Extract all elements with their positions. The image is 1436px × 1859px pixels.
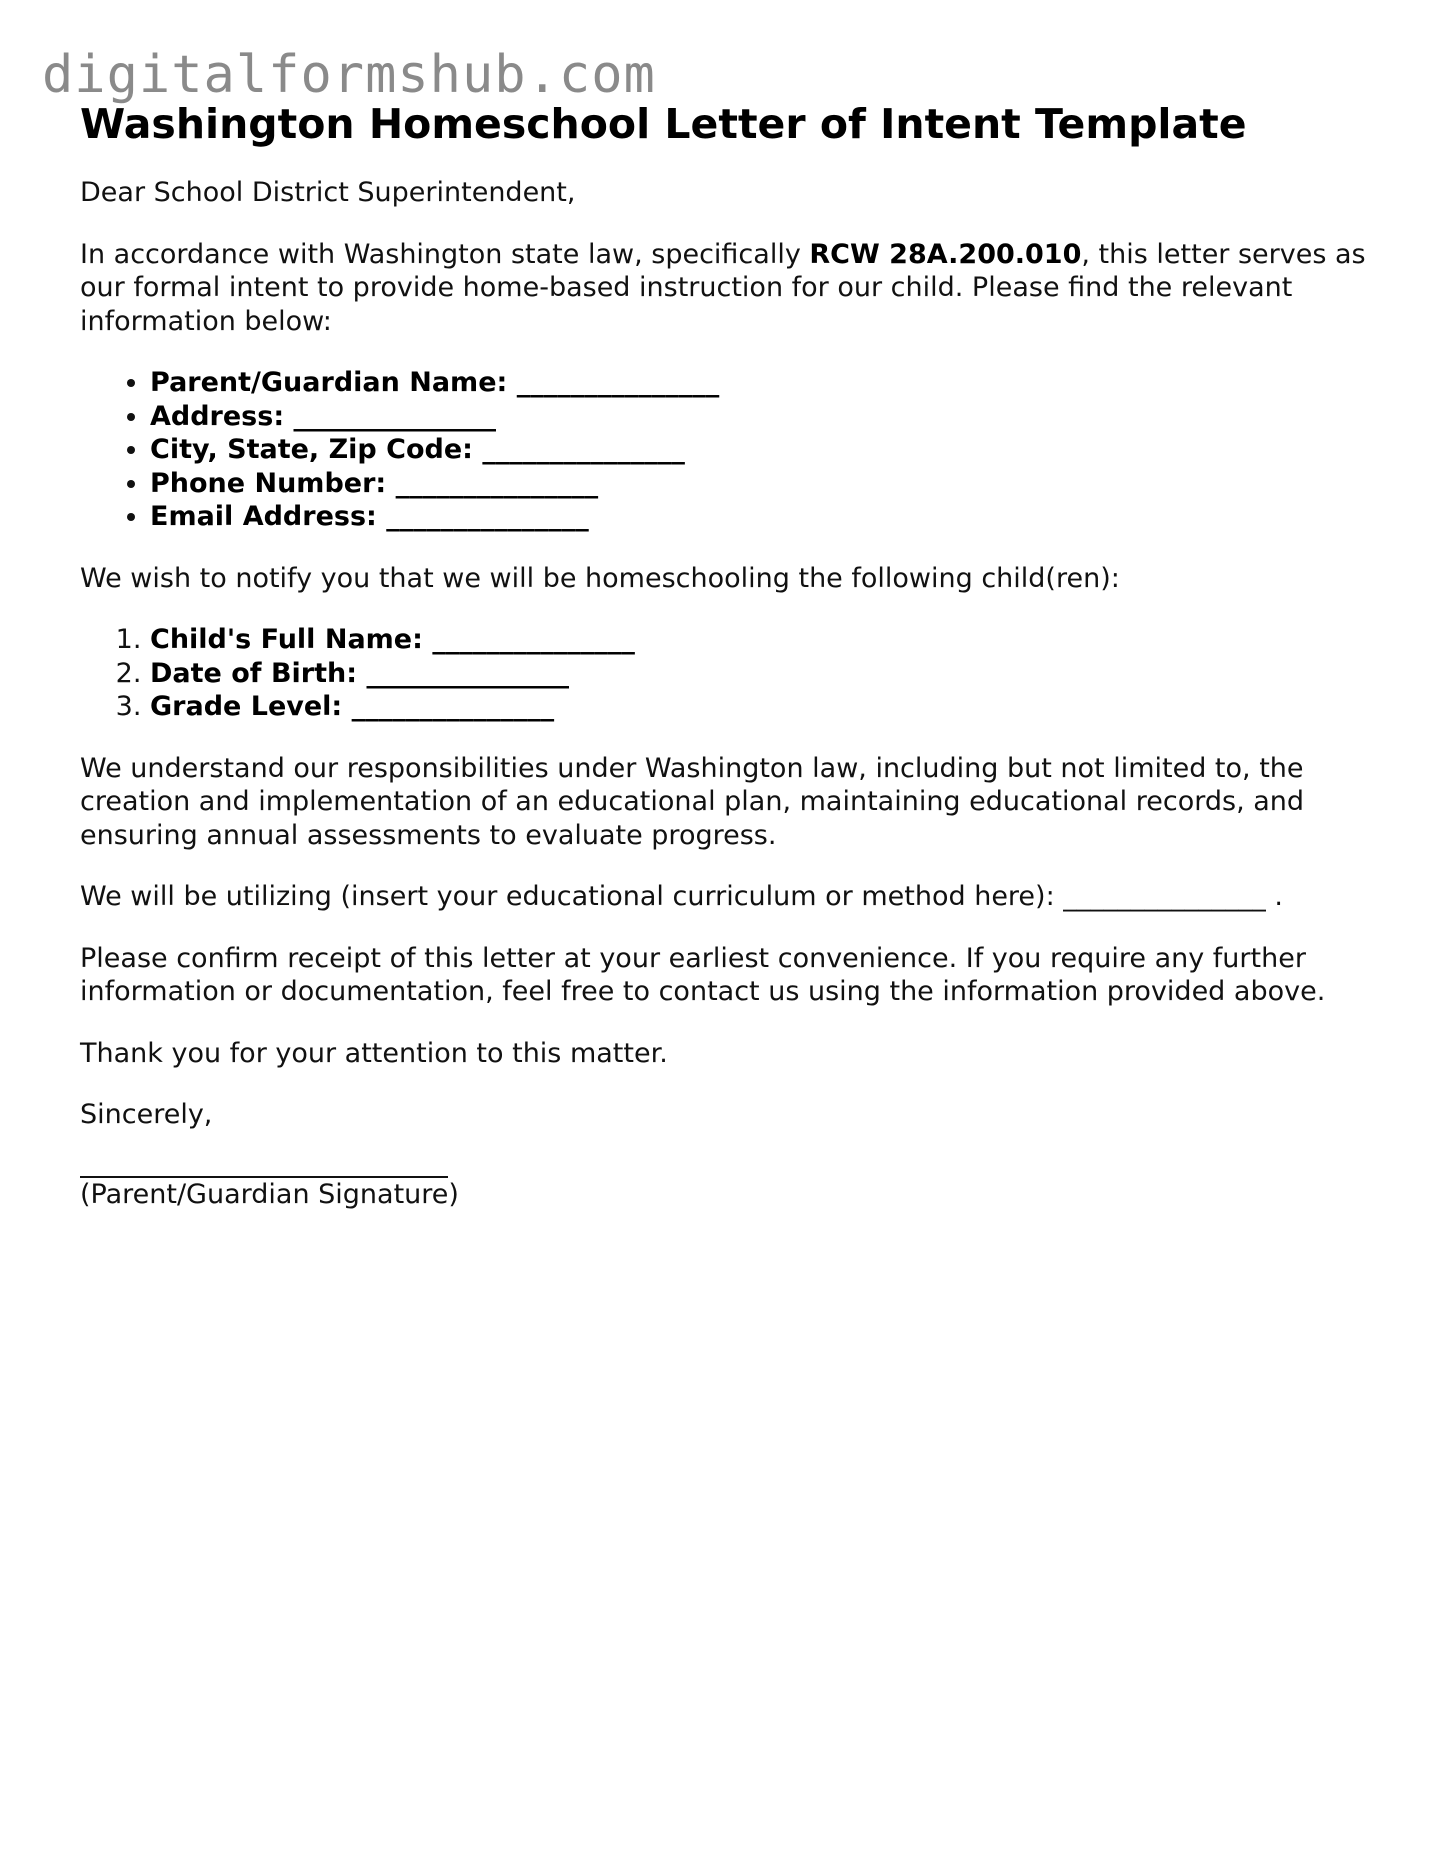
intro-before: In accordance with Washington state law, specifically (80, 238, 810, 270)
child-info-list (80, 623, 1370, 724)
list-item (150, 623, 1370, 657)
list-item (150, 433, 1370, 467)
field-label: Phone Number: (150, 467, 387, 499)
children-intro: We wish to notify you that we will be homeschooling the following child(ren): (80, 562, 1120, 594)
field-blank[interactable]: _______________ (432, 624, 635, 655)
parent-info-list (80, 366, 1370, 534)
list-item (150, 400, 1370, 434)
closing: Sincerely, (80, 1099, 213, 1130)
page-title: Washington Homeschool Letter of Intent Template (80, 100, 1247, 148)
field-label: Address: (150, 400, 285, 432)
field-blank[interactable]: _______________ (366, 657, 569, 689)
thanks-paragraph: Thank you for your attention to this matter. (80, 1037, 668, 1069)
field-blank[interactable]: _______________ (516, 367, 720, 398)
watermark: digitalformshub.com (42, 45, 656, 105)
list-item (150, 690, 1370, 724)
field-blank[interactable]: _______________ (482, 434, 685, 465)
field-blank[interactable]: _______________ (351, 691, 555, 722)
field-label: Grade Level: (150, 691, 343, 722)
signature-line[interactable] (80, 1146, 448, 1178)
field-label: City, State, Zip Code: (150, 434, 473, 465)
list-item (150, 657, 1370, 691)
field-blank[interactable]: _______________ (395, 467, 599, 499)
intro-paragraph (80, 238, 1370, 339)
responsibilities-paragraph: We understand our responsibilities under Washington law, including but not limited to, the creation and implementation of an educational plan, maintaining educational records, and ensuring annual assessments to evaluate progress. (80, 752, 1305, 851)
field-label: Email Address: (150, 501, 377, 532)
field-label: Date of Birth: (150, 657, 358, 689)
greeting: Dear School District Superintendent, (80, 177, 576, 208)
field-blank[interactable]: _______________ (293, 400, 497, 432)
field-label: Parent/Guardian Name: (150, 367, 508, 398)
field-blank[interactable]: _______________ (386, 501, 589, 532)
list-item (150, 366, 1370, 400)
curriculum-paragraph: We will be utilizing (insert your educational curriculum or method here): _______________ . (80, 881, 1283, 912)
list-item (150, 500, 1370, 534)
signature-label: (Parent/Guardian Signature) (80, 1178, 459, 1210)
law-reference: RCW 28A.200.010 (809, 238, 1082, 270)
intro-after: , this letter serves as our formal intent to provide home-based instruction for our child. Please find the relevant information below: (80, 238, 1366, 337)
letter-document (80, 98, 1370, 1211)
list-item (150, 467, 1370, 501)
field-label: Child's Full Name: (150, 624, 423, 655)
confirm-paragraph: Please confirm receipt of this letter at your earliest convenience. If you require any further information or documentation, feel free to contact us using the information provided above. (80, 942, 1326, 1007)
